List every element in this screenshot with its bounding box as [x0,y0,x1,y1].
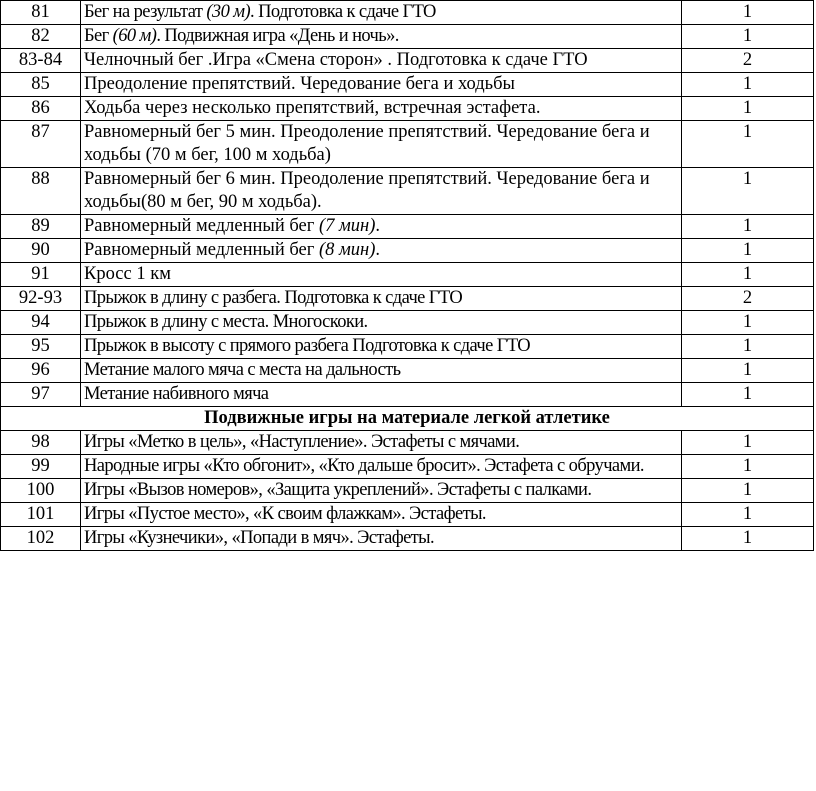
lesson-hours: 1 [682,263,814,287]
lesson-hours: 1 [682,311,814,335]
table-row [1,383,814,407]
lesson-number: 99 [1,455,81,479]
topic-text: Равномерный бег 5 мин. Преодоление препятствий. Чередование бега и ходьбы (70 м бег, 100 м ходьба) [84,122,650,165]
lesson-topic [81,479,682,503]
lesson-hours: 1 [682,335,814,359]
table-row [1,73,814,97]
lesson-number: 91 [1,263,81,287]
table-body-section [1,407,814,431]
lesson-number: 89 [1,215,81,239]
topic-text: Прыжок в высоту с прямого разбега Подготовка к сдаче ГТО [84,336,531,356]
lesson-number: 96 [1,359,81,383]
topic-text: Метание малого мяча с места на дальность [84,360,401,380]
lesson-topic [81,527,682,551]
table-row [1,431,814,455]
topic-text: Преодоление препятствий. Чередование бега и ходьбы [84,74,515,94]
table-row [1,1,814,25]
lesson-hours: 1 [682,1,814,25]
lesson-topic [81,25,682,49]
lesson-hours: 1 [682,97,814,121]
lesson-topic [81,383,682,407]
topic-text: Бег [84,26,113,46]
lesson-hours: 1 [682,359,814,383]
lesson-hours: 1 [682,503,814,527]
lesson-number: 83-84 [1,49,81,73]
lesson-topic [81,503,682,527]
lesson-topic [81,311,682,335]
topic-emphasis: (8 мин) [318,240,376,260]
lesson-topic [81,49,682,73]
lesson-hours: 1 [682,431,814,455]
topic-text: Челночный бег .Игра «Смена сторон» . Подготовка к сдаче ГТО [84,50,588,70]
lesson-topic [81,431,682,455]
lesson-hours: 2 [682,287,814,311]
topic-text: Равномерный медленный бег [84,240,319,260]
topic-text: Кросс 1 км [84,264,171,284]
lesson-hours: 1 [682,527,814,551]
table-row [1,121,814,168]
table-row [1,287,814,311]
table-row [1,311,814,335]
topic-text: Прыжок в длину с места. Многоскоки. [84,312,368,332]
lesson-number: 92-93 [1,287,81,311]
table-row [1,215,814,239]
table-row [1,455,814,479]
topic-emphasis: (7 мин) [318,216,376,236]
lesson-hours: 2 [682,49,814,73]
topic-emphasis: (30 м) [206,2,251,22]
topic-text-suffix: . [375,216,380,236]
topic-text-suffix: . [375,240,380,260]
lesson-number: 88 [1,168,81,215]
lesson-topic [81,335,682,359]
table-row [1,335,814,359]
lesson-hours: 1 [682,121,814,168]
topic-text: Народные игры «Кто обгонит», «Кто дальше бросит». Эстафета с обручами. [84,456,644,476]
lesson-topic [81,239,682,263]
table-row [1,263,814,287]
lesson-hours: 1 [682,455,814,479]
lesson-hours: 1 [682,479,814,503]
lesson-number: 94 [1,311,81,335]
lesson-hours: 1 [682,73,814,97]
table-row [1,25,814,49]
table-row [1,97,814,121]
table-row [1,168,814,215]
table-row [1,239,814,263]
topic-text: Игры «Вызов номеров», «Защита укреплений». Эстафеты с палками. [84,480,592,500]
lesson-number: 87 [1,121,81,168]
lesson-number: 95 [1,335,81,359]
section-header-row [1,407,814,431]
lesson-topic [81,359,682,383]
lesson-topic [81,455,682,479]
topic-text: Бег на результат [84,2,207,22]
lesson-number: 85 [1,73,81,97]
section-title: Подвижные игры на материале легкой атлетике [1,407,814,431]
topic-text: Ходьба через несколько препятствий, встречная эстафета. [84,98,541,118]
lesson-number: 101 [1,503,81,527]
lesson-hours: 1 [682,215,814,239]
topic-emphasis: (60 м) [112,26,157,46]
lesson-topic [81,121,682,168]
lesson-topic [81,263,682,287]
table-row [1,527,814,551]
topic-text: Игры «Кузнечики», «Попади в мяч». Эстафеты. [84,528,435,548]
lesson-number: 102 [1,527,81,551]
table-body-athletics [1,1,814,407]
table-row [1,49,814,73]
topic-text: Игры «Метко в цель», «Наступление». Эстафеты с мячами. [84,432,520,452]
topic-text-suffix: . Подвижная игра «День и ночь». [156,26,399,46]
lesson-number: 86 [1,97,81,121]
lesson-hours: 1 [682,168,814,215]
lesson-number: 82 [1,25,81,49]
table-row [1,479,814,503]
lesson-hours: 1 [682,25,814,49]
lesson-number: 97 [1,383,81,407]
lesson-hours: 1 [682,383,814,407]
topic-text-suffix: . Подготовка к сдаче ГТО [250,2,436,22]
table-row [1,359,814,383]
lesson-number: 100 [1,479,81,503]
lesson-topic [81,73,682,97]
topic-text: Игры «Пустое место», «К своим флажкам». Эстафеты. [84,504,486,524]
topic-text: Прыжок в длину с разбега. Подготовка к сдаче ГТО [84,288,463,308]
table-row [1,503,814,527]
lesson-topic [81,168,682,215]
lesson-topic [81,287,682,311]
lesson-number: 98 [1,431,81,455]
table-body-games [1,431,814,551]
topic-text: Равномерный медленный бег [84,216,319,236]
lesson-hours: 1 [682,239,814,263]
lesson-topic [81,215,682,239]
lesson-number: 90 [1,239,81,263]
topic-text: Метание набивного мяча [84,384,269,404]
lesson-topic [81,97,682,121]
topic-text: Равномерный бег 6 мин. Преодоление препятствий. Чередование бега и ходьбы(80 м бег, 90 м ходьба). [84,169,650,212]
lesson-topic [81,1,682,25]
lesson-number: 81 [1,1,81,25]
